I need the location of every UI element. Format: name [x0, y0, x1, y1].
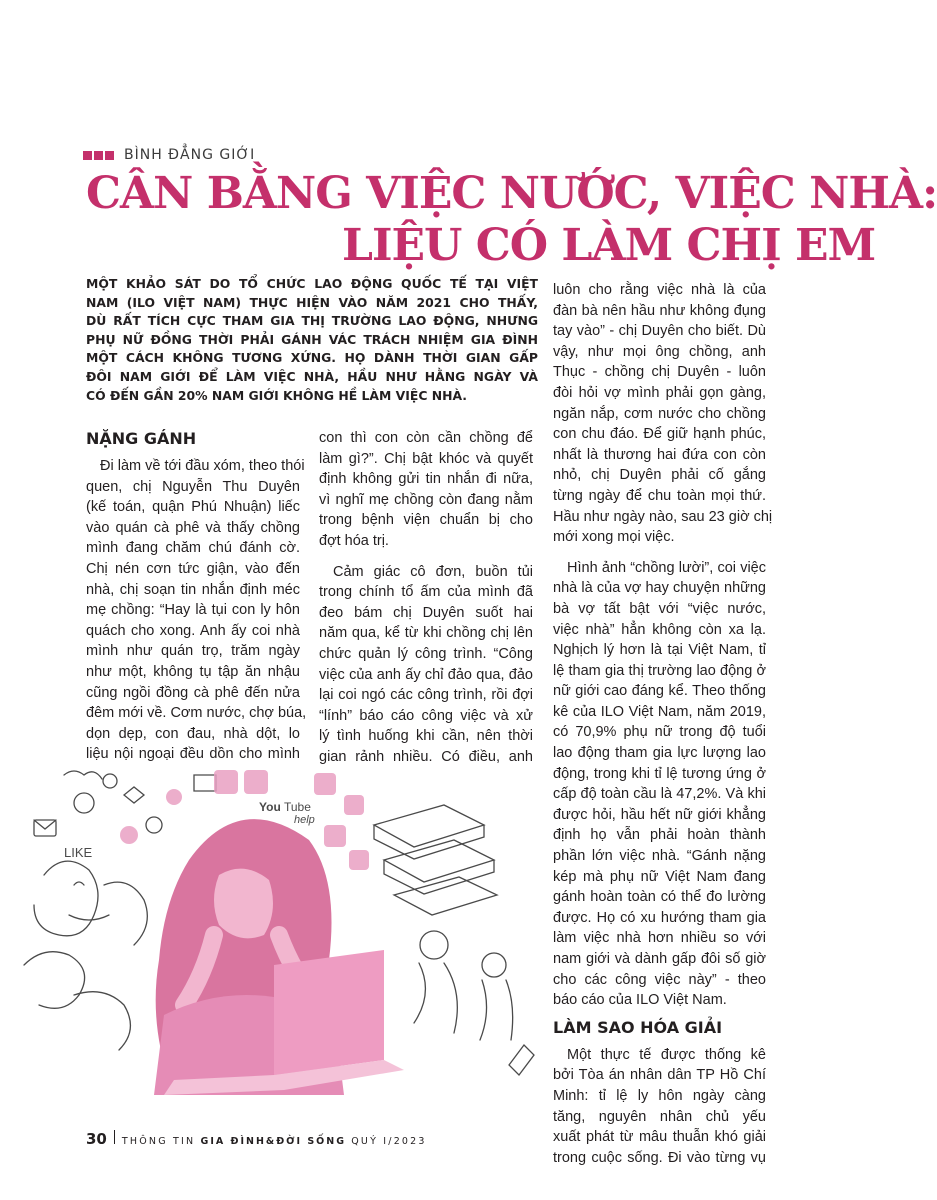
stressed-woman-illustration: [14, 765, 534, 1095]
section-squares: [83, 145, 116, 164]
body-line: cấp độ toàn cầu là 47,2%. Và khi: [553, 786, 766, 803]
body-line: Thục - chồng chị Duyên - luôn: [553, 364, 766, 381]
youtube-text-tube: Tube: [284, 800, 311, 814]
mail-icon-flap: [34, 820, 56, 829]
woman-hands: [214, 869, 273, 939]
body-line: đàn bà nên hầu như không đụng: [553, 302, 766, 319]
person-sketch: [420, 931, 448, 959]
body-line: định họ vẫn phải hoàn thành: [553, 827, 766, 844]
magazine-prefix: THÔNG TIN: [121, 1136, 196, 1147]
app-icon: [120, 826, 138, 844]
lead-paragraph: [86, 275, 538, 405]
body-line: xuất phát từ mâu thuẫn khó giải: [553, 1129, 766, 1146]
body-line: ngăn nắp, cơm nước cho chồng: [553, 405, 766, 422]
app-icon: [214, 770, 238, 794]
bubble-icon: [103, 774, 117, 788]
lead-line: CÓ ĐẾN GẦN 20% NAM GIỚI KHÔNG HỀ LÀM VIỆC NHÀ.: [86, 387, 467, 403]
body-line: trong bệnh viện chuẩn bị cho: [319, 512, 533, 529]
body-line: bà vợ tất bật với “việc nước,: [553, 600, 766, 617]
body-line: lệ tham gia thị trường lao động ở: [553, 662, 766, 679]
family-sketch-detail: [69, 915, 109, 920]
youtube-text: You: [259, 800, 281, 814]
body-line: Hầu như ngày nào, sau 23 giờ chị: [553, 508, 773, 525]
body-line: việc của anh ấy chỉ đảo qua, đảo: [319, 666, 533, 683]
body-line: được. Họ có xu hướng tham gia: [553, 909, 766, 926]
body-line: mẹ chồng: “Hay là tụi con ly hôn: [86, 602, 300, 619]
body-line: dọn dẹp, con đau, nhà dột, lo: [86, 725, 300, 742]
body-line: luôn cho rằng việc nhà là của: [553, 282, 766, 298]
app-icon: [349, 850, 369, 870]
body-line: Chị nén cơn tức giận, vào đến: [86, 560, 300, 577]
body-line: vì nghĩ mẹ chồng còn đang nằm: [319, 491, 533, 508]
body-line: cho các công việc này” - theo: [553, 971, 766, 988]
body-line: động, trong khi tỉ lệ tương ứng ở: [553, 765, 766, 782]
body-line: kép mà phụ nữ Việt Nam đang: [553, 868, 766, 885]
body-line: làm việc nhà hơn nhiều so với: [553, 930, 766, 947]
body-line: quách cho xong. Anh ấy coi nhà: [86, 622, 300, 639]
subheading-nang-ganh: NẶNG GÁNH: [86, 429, 197, 448]
body-line: được hỏi, hầu hết nữ giới khẳng: [553, 806, 766, 823]
body-line: báo cáo của ILO Việt Nam.: [553, 992, 727, 1009]
body-line: Hình ảnh “chồng lười”, coi việc: [567, 559, 766, 576]
family-sketch-detail: [74, 882, 84, 885]
body-line: đòi hỏi vợ mình phải gọn gàng,: [553, 384, 766, 401]
body-line: “lính” báo cáo công việc và xử: [319, 707, 533, 724]
magazine-name: [122, 1136, 427, 1147]
column-2: [319, 428, 533, 768]
page-footer: [86, 1130, 427, 1148]
column-1: [86, 428, 307, 765]
body-line: nhà là của vợ hay chuyện những: [553, 580, 766, 597]
bubble-icon: [146, 817, 162, 833]
help-text: help: [294, 814, 315, 826]
app-icon: [166, 789, 182, 805]
body-line: gánh hoàn toàn có thể đo lường: [553, 889, 766, 906]
body-line: bởi Tòa án nhân dân TP Hồ Chí: [553, 1067, 766, 1084]
body-line: đợt hóa trị.: [319, 532, 389, 549]
magazine-title: GIA ĐÌNH&ĐỜI SỐNG: [200, 1136, 346, 1147]
body-line: lao động tham gia lực lượng lao: [553, 745, 766, 762]
lead-line: ĐÔI NAM GIỚI ĐỂ LÀM VIỆC NHÀ, HẦU NHƯ HẰNG NGÀY VÀ: [86, 368, 538, 384]
body-line: đeo bám chị Duyên suốt hai: [319, 604, 533, 621]
body-line: Một thực tế được thống kê: [567, 1046, 766, 1063]
screen-icon: [194, 775, 216, 791]
body-line: trong chính tổ ấm của mình đã: [319, 584, 533, 601]
body-line: nữ giới cao đáng kể. Theo thống: [553, 683, 766, 700]
app-icon: [344, 795, 364, 815]
headline-line-1: CÂN BẰNG VIỆC NƯỚC, VIỆC NHÀ:: [86, 168, 937, 219]
bubble-icon: [74, 793, 94, 813]
headline-line-2: LIỆU CÓ LÀM CHỊ EM: [342, 220, 876, 271]
body-line: tay vào” - chị Duyên cho biết. Dù: [553, 323, 766, 340]
magazine-issue: QUÝ I/2023: [351, 1136, 427, 1147]
family-sketch: [104, 882, 147, 945]
person-sketch: [414, 963, 457, 1033]
body-line: chức quản lý công trình. “Công: [319, 645, 533, 662]
body-line: định không gửi tin nhắn đi nữa,: [319, 471, 533, 488]
section-tag: [83, 145, 255, 164]
book-stack-icon: [384, 840, 494, 882]
body-line: liệu nội ngoại đều dồn cho mình: [86, 746, 300, 763]
body-line: phần lớn việc nhà. “Gánh nặng: [553, 848, 766, 865]
body-line: lại coi ngó các công trình, rồi đợi: [319, 687, 533, 704]
person-sketch: [482, 953, 506, 977]
body-line: mình như quán trọ, trăm ngày: [86, 643, 300, 660]
subheading-lam-sao-hoa-giai: LÀM SAO HÓA GIẢI: [553, 1017, 723, 1037]
body-line: làm gì?”. Chị bật khóc và quyết: [319, 450, 533, 467]
body-line: tăng, nguyên nhân chủ yếu: [553, 1108, 766, 1125]
body-line: như một, không tụ tập ăn nhậu: [86, 663, 300, 680]
like-text: LIKE: [64, 845, 93, 860]
lead-line: MỘT KHẢO SÁT DO TỔ CHỨC LAO ĐỘNG QUỐC TẾ TẠI VIỆT: [86, 276, 538, 291]
body-line: gian rảnh nhiều. Có điều, anh: [319, 748, 533, 765]
body-line: lý tình huống khi cần, nên thời: [319, 728, 533, 745]
body-line: nam giới và dành gấp đôi số giờ: [553, 951, 766, 967]
body-line: Nghịch lý hơn là tại Việt Nam, tỉ: [553, 642, 766, 659]
family-sketch: [34, 861, 98, 936]
body-line: từng ngày để chu toàn mọi thứ.: [553, 487, 766, 504]
app-icon: [314, 773, 336, 795]
section-label: BÌNH ĐẲNG GIỚI: [124, 146, 256, 163]
body-line: mới xong mọi việc.: [553, 529, 675, 546]
body-line: năm qua, kể từ khi chồng chị lên: [319, 625, 533, 642]
person-sketch: [480, 980, 513, 1040]
body-line: con chu đáo. Để giữ hạnh phúc,: [553, 426, 766, 443]
diamond-icon: [124, 787, 144, 803]
body-line: đêm mới về. Cơm nước, chợ búa,: [86, 705, 307, 722]
body-line: vậy, như mọi ông chồng, anh: [553, 343, 766, 360]
app-icon: [244, 770, 268, 794]
body-line: trong cuộc sống. Đi vào từng vụ: [553, 1149, 766, 1166]
family-sketch: [74, 992, 130, 1050]
body-line: Cảm giác cô đơn, buồn tủi: [333, 563, 533, 580]
column-3: [553, 280, 773, 1168]
body-line: quen, chị Nguyễn Thu Duyên: [86, 478, 300, 495]
app-icon: [324, 825, 346, 847]
body-line: vào quán cà phê và thấy chồng: [86, 519, 300, 536]
body-line: con thì con còn cần chồng để: [319, 430, 533, 446]
cloud-sketch: [64, 771, 102, 779]
page-number: 30: [86, 1130, 107, 1148]
body-line: có 70,9% phụ nữ trong độ tuổi: [553, 724, 766, 741]
body-line: kê của ILO Việt Nam, năm 2019,: [553, 703, 766, 720]
lead-line: NAM (ILO VIỆT NAM) THỰC HIỆN VÀO NĂM 2021 CHO THẤY,: [86, 294, 538, 310]
body-line: cũng ngồi đồng cà phê đến nửa: [86, 684, 300, 701]
flag-sketch: [509, 1045, 534, 1075]
book-stack-icon: [374, 805, 484, 847]
body-line: Đi làm về tới đầu xóm, theo thói: [100, 458, 305, 474]
lead-line: DÙ RẤT TÍCH CỰC THAM GIA THỊ TRƯỜNG LAO ĐỘNG, NHƯNG: [86, 313, 538, 329]
laptop-screen: [274, 950, 384, 1075]
lead-line: MỘT CÁCH KHÔNG TƯƠNG XỨNG. HỌ DÀNH THỜI GIAN GẤP: [86, 350, 538, 366]
body-line: việc nhà” hẳn không còn xa lạ.: [553, 621, 766, 638]
body-line: (kế toán, quận Phú Nhuận) liếc: [86, 499, 300, 516]
body-line: nhỏ, chị Duyên phải cố gắng: [553, 467, 766, 484]
family-sketch: [24, 952, 85, 1009]
book-stack-icon: [394, 877, 497, 915]
body-line: nhà, chị soạn tin nhắn định méc: [86, 581, 300, 598]
body-line: nhất là thương hai đứa con còn: [553, 446, 766, 463]
lead-line: PHỤ NỮ ĐỒNG THỜI PHẢI GÁNH VÁC TRÁCH NHIỆM GIA ĐÌNH: [86, 331, 538, 347]
body-line: mình đang chăm chú đánh cờ.: [86, 540, 300, 557]
footer-divider: [114, 1130, 115, 1144]
body-line: Minh: tỉ lệ ly hôn ngày càng: [553, 1087, 766, 1104]
